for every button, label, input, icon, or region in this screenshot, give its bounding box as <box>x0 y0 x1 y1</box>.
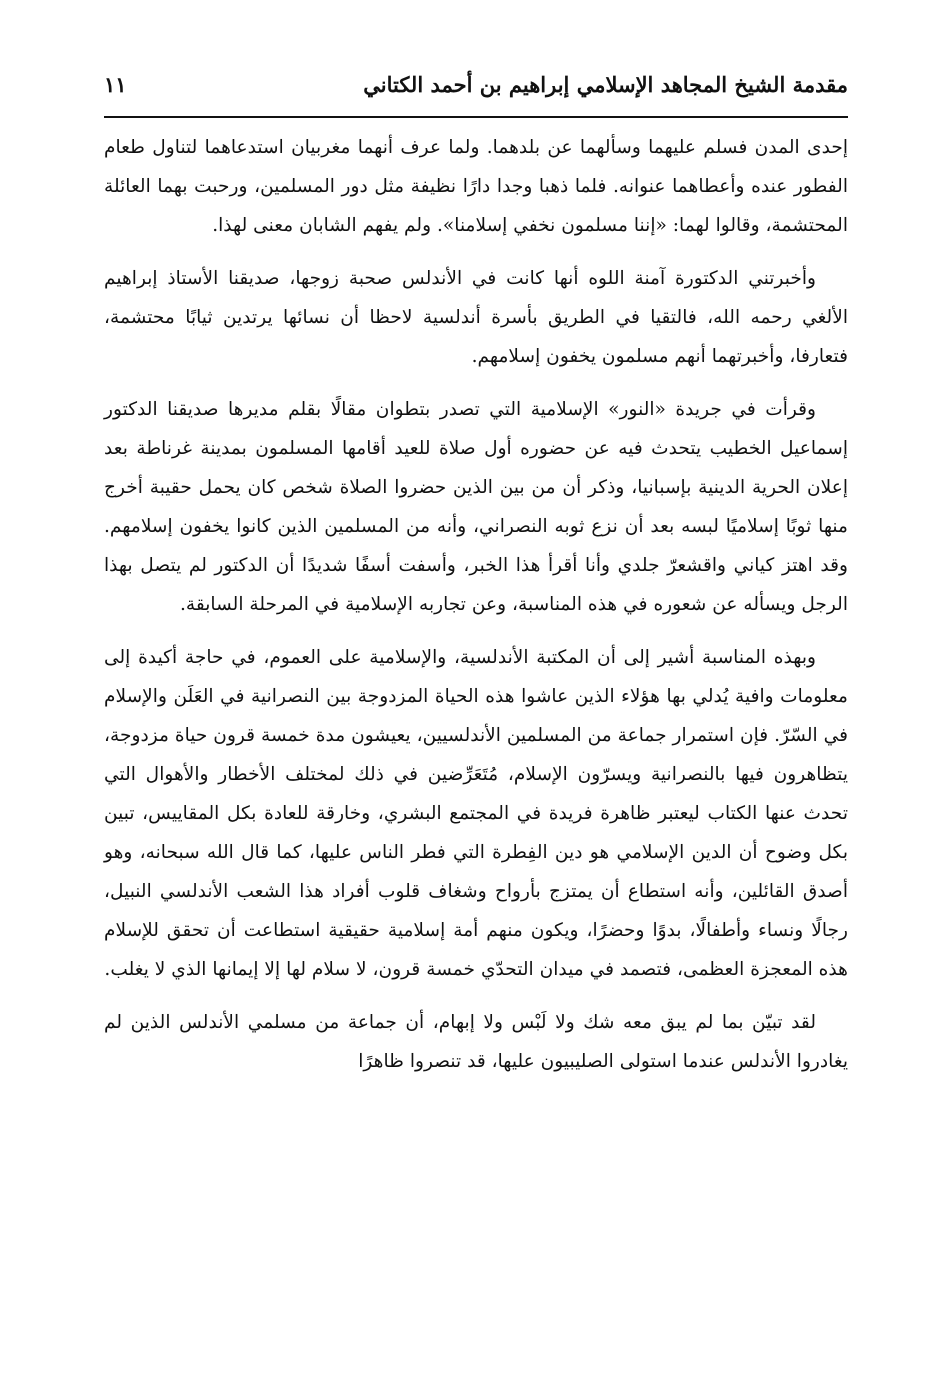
page-number: ١١ <box>104 72 127 97</box>
paragraph-2: وأخبرتني الدكتورة آمنة اللوه أنها كانت في الأندلس صحبة زوجها، صديقنا الأستاذ إبراهيم الألغي رحمه الله، فالتقيا في الطريق بأسرة أندلسية لاحظا أن نسائها يرتدين ثيابًا محتشمة، فتعارفا، وأخبرتهما أنهم مسلمون يخفون إسلامهم. <box>104 268 848 367</box>
running-header-title: مقدمة الشيخ المجاهد الإسلامي إبراهيم بن أحمد الكتاني <box>363 72 848 97</box>
paragraph-1: إحدى المدن فسلم عليهما وسألهما عن بلدهما. ولما عرف أنهما مغربيان استدعاهما لتناول طعام الفطور عنده وأعطاهما عنوانه. فلما ذهبا وجدا دارًا نظيفة مثل دور المسلمين، ورحبت بهما العائلة المحتشمة، وقالوا لهما: «إننا مسلمون نخفي إسلامنا». ولم يفهم الشابان معنى لهذا. <box>104 137 848 236</box>
header-divider <box>104 116 848 118</box>
page-body <box>104 128 848 1095</box>
paragraph-4: وبهذه المناسبة أشير إلى أن المكتبة الأندلسية، والإسلامية على العموم، في حاجة أكيدة إلى معلومات وافية يُدلي بها هؤلاء الذين عاشوا هذه الحياة المزدوجة بين النصرانية في العَلَن والإسلام في السّرّ. فإن استمرار جماعة من المسلمين الأندلسيين، يعيشون مدة خمسة قرون حياة مزدوجة، يتظاهرون فيها بالنصرانية ويسرّون الإسلام، مُتَعَرِّضين في ذلك لمختلف الأخطار والأهوال التي تحدث عنها الكتاب ليعتبر ظاهرة فريدة في المجتمع البشري، وخارقة للعادة بكل المقاييس، تبين بكل وضوح أن الدين الإسلامي هو دين الفِطرة التي فطر الناس عليها، كما قال الله سبحانه، وهو أصدق القائلين، وأنه استطاع أن يمتزج بأرواح وشغاف قلوب أفراد هذا الشعب الأندلسي النبيل، رجالًا ونساء وأطفالًا، بدوًا وحضرًا، ويكون منهم أمة إسلامية حقيقية استطاعت أن تحقق للإسلام هذه المعجزة العظمى، فتصمد في ميدان التحدّي خمسة قرون، لا سلام لها إلا إيمانها الذي لا يغلب. <box>104 647 848 980</box>
running-header <box>104 66 848 118</box>
paragraph-5: لقد تبيّن بما لم يبق معه شك ولا لَبْس ولا إبهام، أن جماعة من مسلمي الأندلس الذين لم يغادروا الأندلس عندما استولى الصليبيون عليها، قد تنصروا ظاهرًا <box>104 1012 848 1072</box>
paragraph-3: وقرأت في جريدة «النور» الإسلامية التي تصدر بتطوان مقالًا بقلم مديرها صديقنا الدكتور إسماعيل الخطيب يتحدث فيه عن حضوره أول صلاة للعيد أقامها المسلمون بمدينة غرناطة بعد إعلان الحرية الدينية بإسبانيا، وذكر أن من بين الذين حضروا الصلاة شخص كان يحمل حقيبة أخرج منها ثوبًا إسلاميًا لبسه بعد أن نزع ثوبه النصراني، وأنه من المسلمين الذين كانوا يخفون إسلامهم. وقد اهتز كياني واقشعرّ جلدي وأنا أقرأ هذا الخبر، وأسفت أسفًا شديدًا أن الدكتور لم يتصل بهذا الرجل ويسأله عن شعوره في هذه المناسبة، وعن تجاربه الإسلامية في المرحلة السابقة. <box>104 399 848 615</box>
